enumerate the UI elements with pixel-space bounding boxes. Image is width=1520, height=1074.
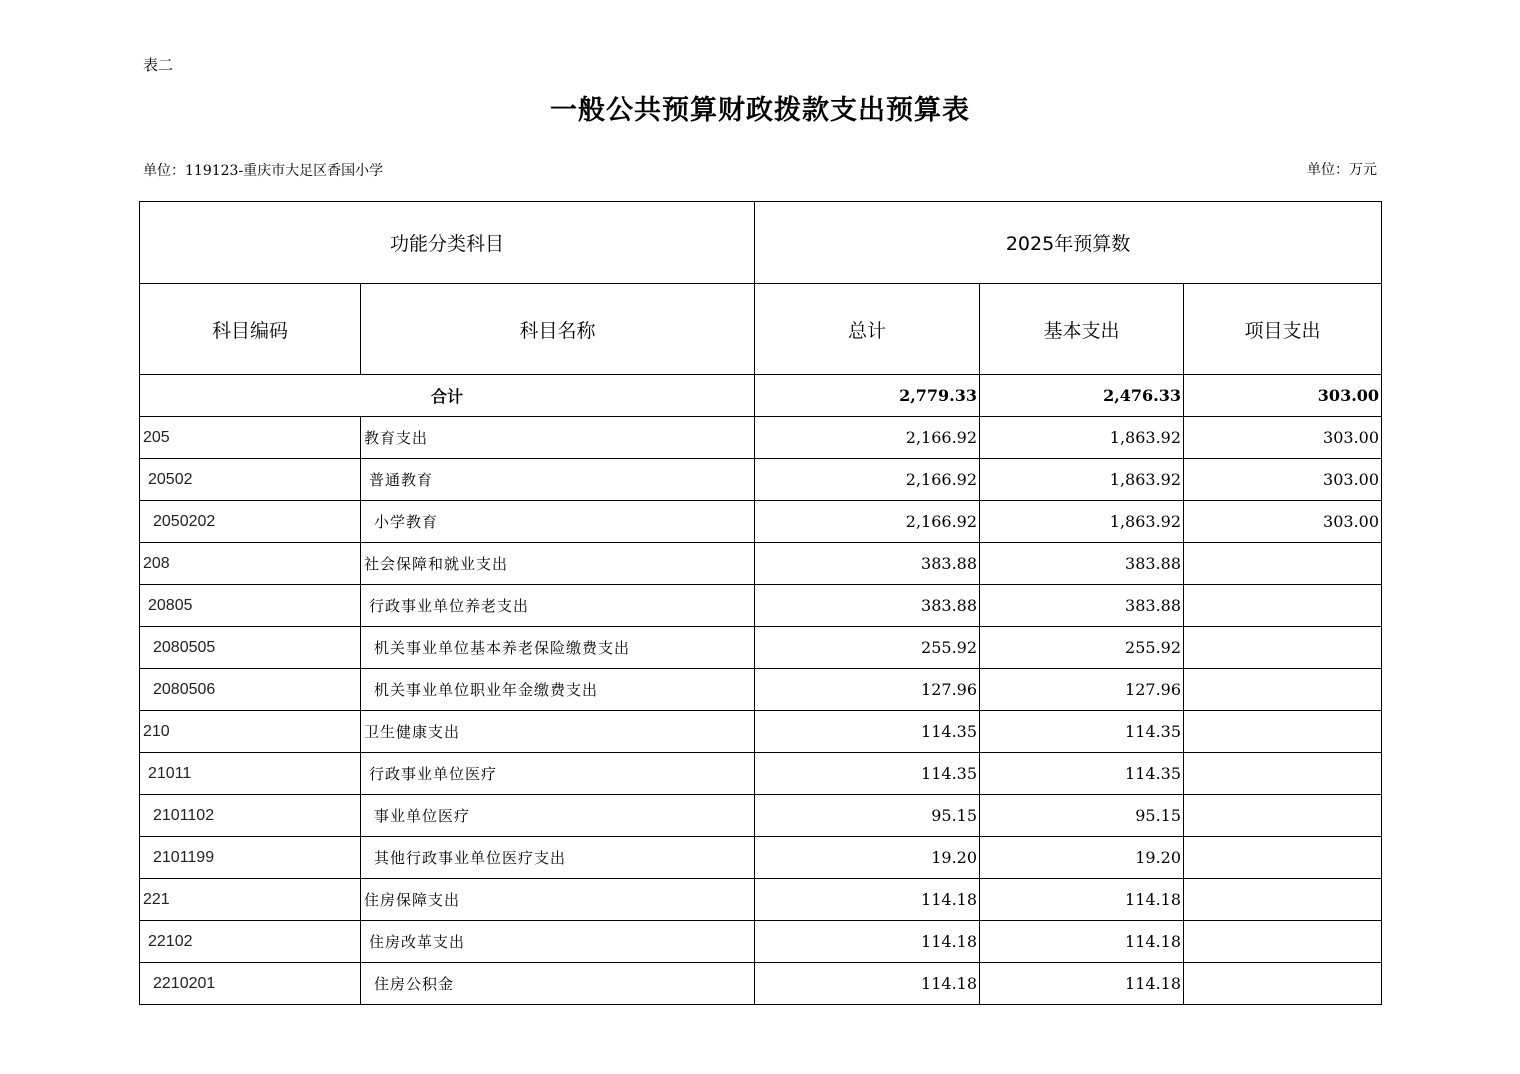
row-name: 普通教育 [361, 459, 755, 501]
row-basic: 114.35 [980, 711, 1184, 753]
row-total: 114.35 [755, 711, 980, 753]
header-basic: 基本支出 [980, 284, 1184, 375]
row-code: 20805 [140, 585, 361, 627]
row-name: 卫生健康支出 [361, 711, 755, 753]
row-total: 114.35 [755, 753, 980, 795]
row-name: 社会保障和就业支出 [361, 543, 755, 585]
row-project [1184, 795, 1382, 837]
table-row [140, 501, 1382, 543]
row-basic: 383.88 [980, 543, 1184, 585]
table-row [140, 879, 1382, 921]
total-project: 303.00 [1184, 375, 1382, 417]
row-project: 303.00 [1184, 459, 1382, 501]
row-code: 2080506 [140, 669, 361, 711]
row-project [1184, 753, 1382, 795]
row-total: 127.96 [755, 669, 980, 711]
total-row [140, 375, 1382, 417]
row-project [1184, 963, 1382, 1005]
row-code: 20502 [140, 459, 361, 501]
table-row [140, 417, 1382, 459]
row-basic: 19.20 [980, 837, 1184, 879]
row-basic: 383.88 [980, 585, 1184, 627]
row-basic: 255.92 [980, 627, 1184, 669]
sheet-label: 表二 [143, 56, 174, 74]
row-code: 205 [140, 417, 361, 459]
table-row [140, 711, 1382, 753]
row-basic: 1,863.92 [980, 459, 1184, 501]
row-project [1184, 879, 1382, 921]
row-code: 2101199 [140, 837, 361, 879]
page-title: 一般公共预算财政拨款支出预算表 [550, 95, 970, 126]
header-row-group [140, 202, 1382, 284]
row-total: 114.18 [755, 879, 980, 921]
row-total: 114.18 [755, 963, 980, 1005]
row-code: 2101102 [140, 795, 361, 837]
row-total: 2,166.92 [755, 501, 980, 543]
total-label: 合计 [140, 375, 755, 417]
row-name: 行政事业单位养老支出 [361, 585, 755, 627]
table-row [140, 921, 1382, 963]
row-code: 2210201 [140, 963, 361, 1005]
row-project [1184, 585, 1382, 627]
row-basic: 127.96 [980, 669, 1184, 711]
row-code: 221 [140, 879, 361, 921]
row-project [1184, 711, 1382, 753]
header-project: 项目支出 [1184, 284, 1382, 375]
row-project: 303.00 [1184, 417, 1382, 459]
header-name: 科目名称 [361, 284, 755, 375]
row-code: 21011 [140, 753, 361, 795]
row-total: 2,166.92 [755, 417, 980, 459]
row-basic: 1,863.92 [980, 417, 1184, 459]
row-name: 机关事业单位职业年金缴费支出 [361, 669, 755, 711]
row-name: 事业单位医疗 [361, 795, 755, 837]
row-basic: 114.18 [980, 963, 1184, 1005]
row-total: 95.15 [755, 795, 980, 837]
header-row-columns [140, 284, 1382, 375]
row-project: 303.00 [1184, 501, 1382, 543]
row-name: 机关事业单位基本养老保险缴费支出 [361, 627, 755, 669]
row-name: 住房保障支出 [361, 879, 755, 921]
unit-organization: 单位：119123-重庆市大足区香国小学 [143, 163, 384, 179]
row-total: 2,166.92 [755, 459, 980, 501]
row-total: 383.88 [755, 543, 980, 585]
budget-table [139, 201, 1382, 1005]
row-total: 255.92 [755, 627, 980, 669]
row-project [1184, 669, 1382, 711]
table-row [140, 837, 1382, 879]
row-name: 教育支出 [361, 417, 755, 459]
header-code: 科目编码 [140, 284, 361, 375]
row-code: 208 [140, 543, 361, 585]
row-code: 2050202 [140, 501, 361, 543]
header-total: 总计 [755, 284, 980, 375]
table-row [140, 459, 1382, 501]
header-function-classification: 功能分类科目 [140, 202, 755, 284]
row-name: 住房改革支出 [361, 921, 755, 963]
row-project [1184, 543, 1382, 585]
row-name: 小学教育 [361, 501, 755, 543]
unit-currency: 单位：万元 [1307, 162, 1377, 178]
total-sum: 2,779.33 [755, 375, 980, 417]
row-project [1184, 837, 1382, 879]
row-total: 114.18 [755, 921, 980, 963]
row-total: 383.88 [755, 585, 980, 627]
table-row [140, 585, 1382, 627]
row-basic: 114.18 [980, 879, 1184, 921]
row-project [1184, 921, 1382, 963]
row-basic: 114.35 [980, 753, 1184, 795]
table-row [140, 795, 1382, 837]
table-row [140, 669, 1382, 711]
row-basic: 95.15 [980, 795, 1184, 837]
row-code: 22102 [140, 921, 361, 963]
row-name: 其他行政事业单位医疗支出 [361, 837, 755, 879]
table-row [140, 627, 1382, 669]
row-basic: 1,863.92 [980, 501, 1184, 543]
row-basic: 114.18 [980, 921, 1184, 963]
table-row [140, 543, 1382, 585]
row-name: 住房公积金 [361, 963, 755, 1005]
row-project [1184, 627, 1382, 669]
header-budget-year: 2025年预算数 [755, 202, 1382, 284]
total-basic: 2,476.33 [980, 375, 1184, 417]
row-total: 19.20 [755, 837, 980, 879]
row-code: 2080505 [140, 627, 361, 669]
table-row [140, 753, 1382, 795]
row-code: 210 [140, 711, 361, 753]
table-row [140, 963, 1382, 1005]
row-name: 行政事业单位医疗 [361, 753, 755, 795]
